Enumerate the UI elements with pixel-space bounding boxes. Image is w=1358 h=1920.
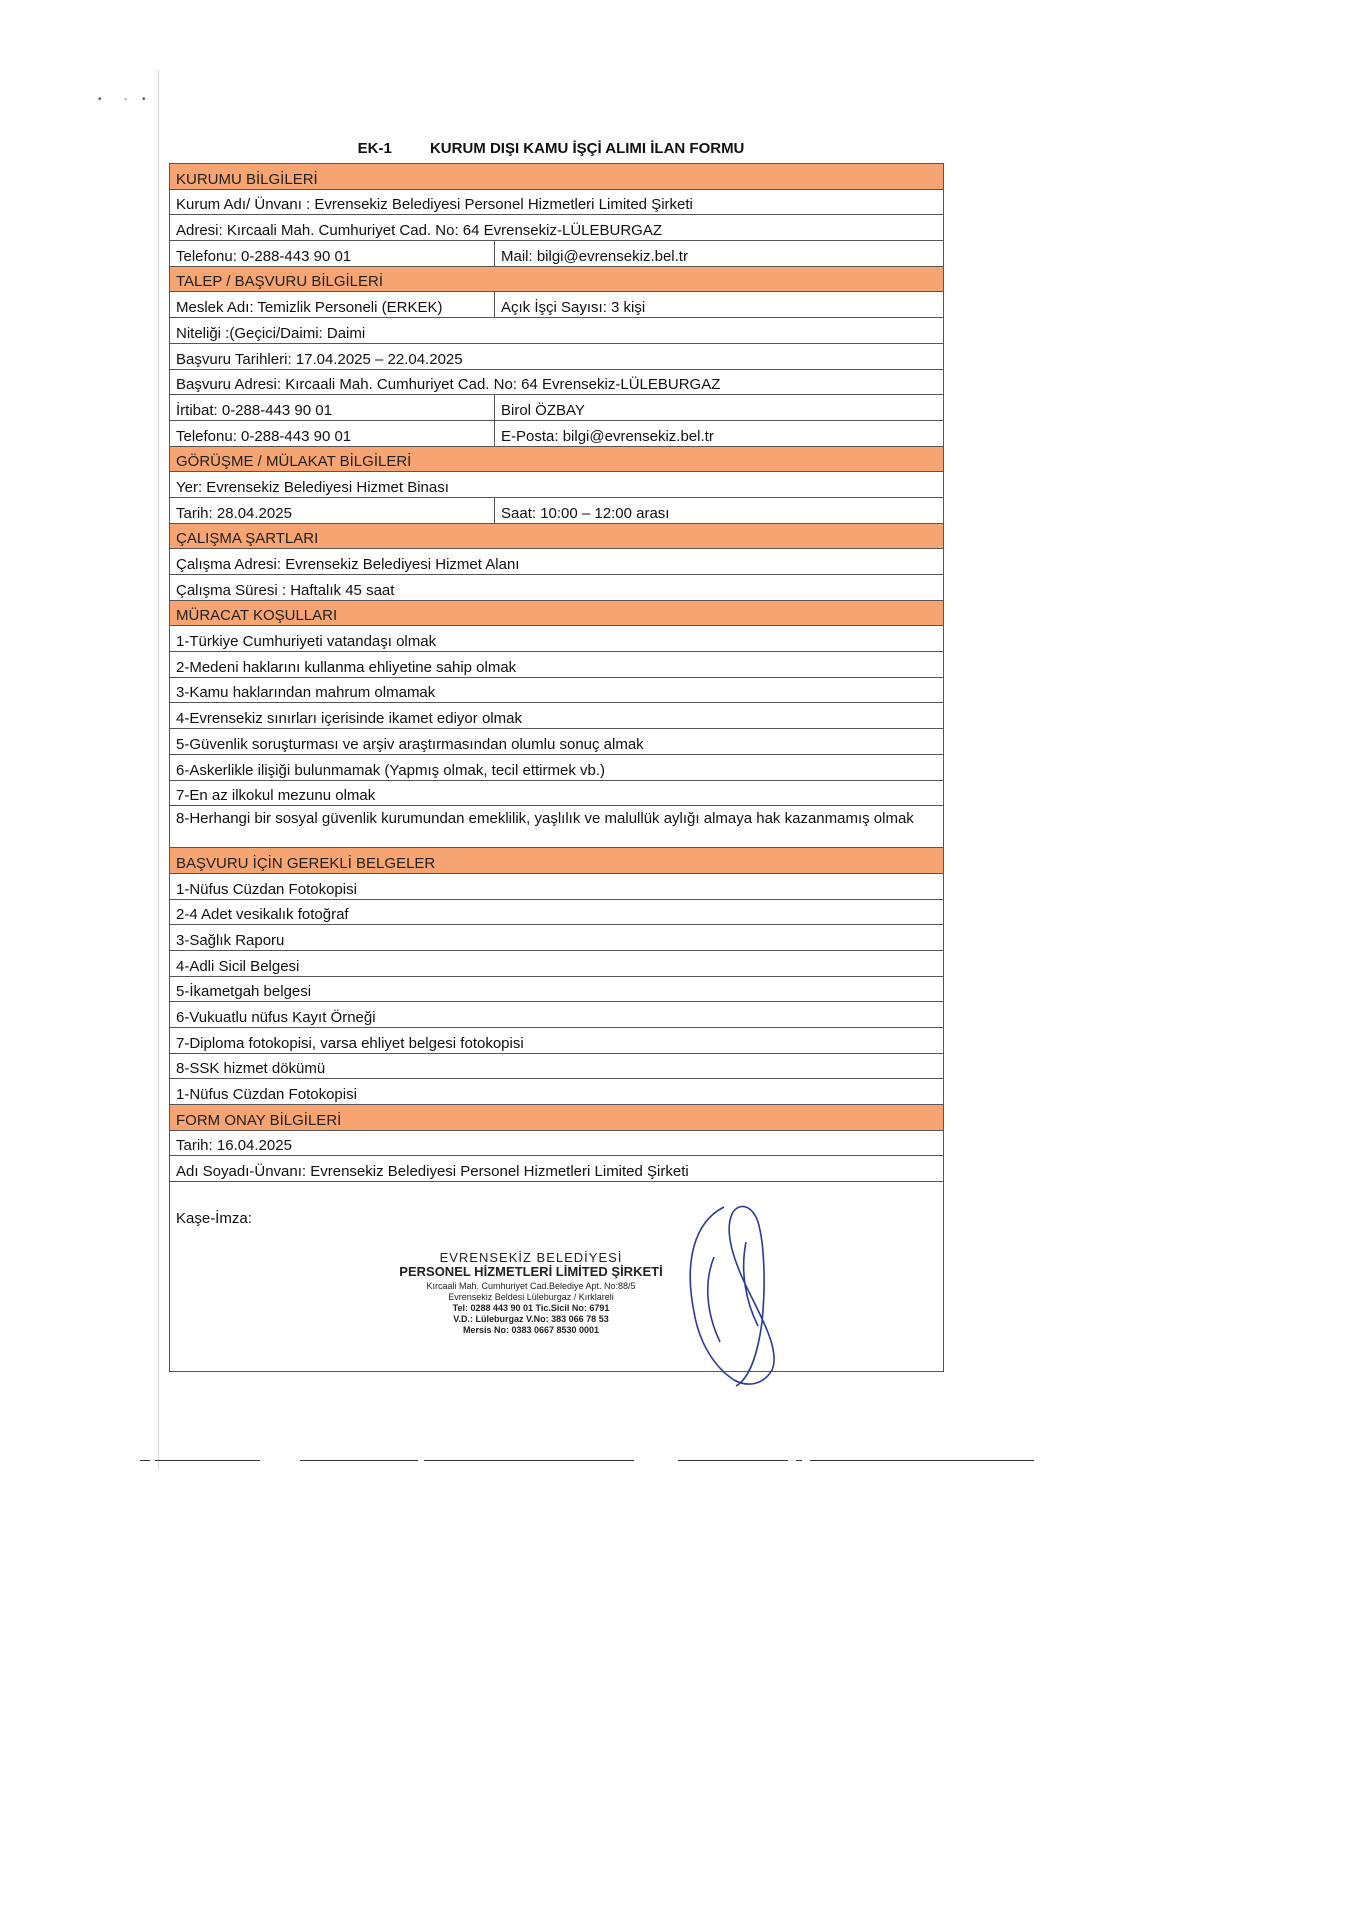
field-value: 2-4 Adet vesikalık fotoğraf bbox=[176, 906, 349, 924]
section-header-label: MÜRACAT KOŞULLARI bbox=[176, 607, 338, 625]
footer-line bbox=[810, 1460, 1034, 1461]
field-left: Telefonu: 0-288-443 90 01 bbox=[176, 427, 352, 445]
form-row bbox=[170, 190, 943, 216]
field-right: E-Posta: bilgi@evrensekiz.bel.tr bbox=[494, 420, 943, 446]
stamp-line: Tel: 0288 443 90 01 Tic.Sicil No: 6791 bbox=[452, 1303, 610, 1314]
form-row bbox=[170, 874, 943, 900]
form-row bbox=[170, 951, 943, 977]
form-row bbox=[170, 925, 943, 951]
footer-line bbox=[424, 1460, 634, 1461]
footer-line bbox=[155, 1460, 260, 1461]
field-value: Çalışma Süresi : Haftalık 45 saat bbox=[176, 581, 395, 599]
field-value: Başvuru Adresi: Kırcaali Mah. Cumhuriyet Cad. No: 64 Evrensekiz-LÜLEBURGAZ bbox=[176, 376, 721, 394]
field-value: 8-Herhangi bir sosyal güvenlik kurumundan emeklilik, yaşlılık ve malullük aylığı almaya hak kazanmamış olmak bbox=[176, 810, 914, 828]
scan-mark: - bbox=[124, 94, 128, 105]
form-row bbox=[170, 1054, 943, 1080]
scan-mark: • bbox=[98, 94, 102, 105]
form-row bbox=[170, 472, 943, 498]
field-value: 2-Medeni haklarını kullanma ehliyetine sahip olmak bbox=[176, 658, 517, 676]
section-header-label: KURUMU BİLGİLERİ bbox=[176, 170, 318, 188]
form-title bbox=[0, 140, 1102, 157]
field-right: Açık İşçi Sayısı: 3 kişi bbox=[494, 291, 943, 317]
field-value: 7-En az ilkokul mezunu olmak bbox=[176, 787, 376, 805]
form-row bbox=[170, 241, 943, 267]
form-row bbox=[170, 575, 943, 601]
section-header-label: ÇALIŞMA ŞARTLARI bbox=[176, 530, 319, 548]
field-left: Meslek Adı: Temizlik Personeli (ERKEK) bbox=[176, 299, 443, 317]
stamp-line: Mersis No: 0383 0667 8530 0001 bbox=[462, 1325, 600, 1336]
field-value: 5-Güvenlik soruşturması ve arşiv araştırmasından olumlu sonuç almak bbox=[176, 735, 644, 753]
section-header bbox=[170, 848, 943, 874]
section-header bbox=[170, 164, 943, 190]
field-value: 6-Vukuatlu nüfus Kayıt Örneği bbox=[176, 1009, 376, 1026]
section-header bbox=[170, 601, 943, 627]
field-value: 1-Nüfus Cüzdan Fotokopisi bbox=[176, 1086, 357, 1104]
field-value: Adresi: Kırcaali Mah. Cumhuriyet Cad. No: 64 Evrensekiz-LÜLEBURGAZ bbox=[176, 222, 663, 240]
form-row bbox=[170, 1156, 943, 1182]
stamp-line: Evrensekiz Beldesi Lüleburgaz / Kırklareli bbox=[448, 1292, 614, 1303]
field-value: Yer: Evrensekiz Belediyesi Hizmet Binası bbox=[176, 478, 449, 496]
handwritten-signature bbox=[654, 1202, 824, 1392]
form-row bbox=[170, 549, 943, 575]
section-header-label: FORM ONAY BİLGİLERİ bbox=[176, 1111, 342, 1129]
stamp-line: PERSONEL HİZMETLERİ LİMİTED ŞİRKETİ bbox=[399, 1264, 663, 1280]
form-row bbox=[170, 678, 943, 704]
footer-line bbox=[300, 1460, 418, 1461]
field-value: 3-Sağlık Raporu bbox=[176, 931, 285, 949]
signature-stroke bbox=[690, 1207, 774, 1387]
field-value: 8-SSK hizmet dökümü bbox=[176, 1060, 326, 1078]
section-header bbox=[170, 1105, 943, 1131]
form-row bbox=[170, 1002, 943, 1028]
form-row bbox=[170, 1079, 943, 1105]
form-row bbox=[170, 755, 943, 781]
signature-label: Kaşe-İmza: bbox=[176, 1210, 252, 1228]
field-right: Birol ÖZBAY bbox=[494, 394, 943, 420]
stamp-line: Kırcaali Mah. Cumhuriyet Cad.Belediye Apt. No:88/5 bbox=[426, 1281, 636, 1292]
field-value: 7-Diploma fotokopisi, varsa ehliyet belgesi fotokopisi bbox=[176, 1034, 524, 1052]
field-value: 4-Evrensekiz sınırları içerisinde ikamet ediyor olmak bbox=[176, 710, 522, 728]
form-row bbox=[170, 498, 943, 524]
footer-line bbox=[678, 1460, 788, 1461]
form-row bbox=[170, 318, 943, 344]
form-row bbox=[170, 652, 943, 678]
form-row bbox=[170, 1028, 943, 1054]
field-value: 5-İkametgah belgesi bbox=[176, 983, 312, 1001]
form-row bbox=[170, 626, 943, 652]
form-row bbox=[170, 977, 943, 1003]
scan-mark: • bbox=[142, 94, 146, 105]
section-header-label: BAŞVURU İÇİN GEREKLİ BELGELER bbox=[176, 854, 436, 872]
footer-dash bbox=[140, 1460, 150, 1461]
form-row bbox=[170, 781, 943, 807]
field-value: Çalışma Adresi: Evrensekiz Belediyesi Hizmet Alanı bbox=[176, 556, 520, 573]
field-right: Saat: 10:00 – 12:00 arası bbox=[494, 497, 943, 523]
field-value: 1-Türkiye Cumhuriyeti vatandaşı olmak bbox=[176, 633, 437, 651]
company-stamp bbox=[396, 1202, 666, 1362]
field-value: 4-Adli Sicil Belgesi bbox=[176, 957, 300, 975]
field-value: 3-Kamu haklarından mahrum olmamak bbox=[176, 684, 436, 702]
field-value: 6-Askerlikle ilişiği bulunmamak (Yapmış olmak, tecil ettirmek vb.) bbox=[176, 761, 606, 779]
form-row bbox=[170, 344, 943, 370]
field-left: Telefonu: 0-288-443 90 01 bbox=[176, 247, 352, 265]
field-right: Mail: bilgi@evrensekiz.bel.tr bbox=[494, 240, 943, 266]
signature-row bbox=[170, 1182, 943, 1371]
section-header bbox=[170, 524, 943, 550]
form-row bbox=[170, 703, 943, 729]
form-row bbox=[170, 215, 943, 241]
field-value: 1-Nüfus Cüzdan Fotokopisi bbox=[176, 880, 357, 898]
scan-margin-line bbox=[158, 70, 159, 1470]
form-row bbox=[170, 292, 943, 318]
footer-dash bbox=[796, 1460, 802, 1461]
form-title-text: KURUM DIŞI KAMU İŞÇİ ALIMI İLAN FORMU bbox=[429, 140, 745, 157]
announcement-form-table bbox=[169, 163, 944, 1372]
field-left: İrtibat: 0-288-443 90 01 bbox=[176, 401, 332, 419]
section-header-label: GÖRÜŞME / MÜLAKAT BİLGİLERİ bbox=[176, 453, 412, 471]
form-row bbox=[170, 370, 943, 396]
stamp-line: V.D.: Lüleburgaz V.No: 383 066 78 53 bbox=[453, 1314, 609, 1325]
form-row bbox=[170, 900, 943, 926]
section-header bbox=[170, 267, 943, 293]
field-value: Niteliği :(Geçici/Daimi: Daimi bbox=[176, 324, 366, 342]
section-header bbox=[170, 447, 943, 473]
field-value: Adı Soyadı-Ünvanı: Evrensekiz Belediyesi Personel Hizmetleri Limited Şirketi bbox=[176, 1163, 689, 1181]
field-left: Tarih: 28.04.2025 bbox=[176, 504, 292, 522]
field-value: Tarih: 16.04.2025 bbox=[176, 1137, 292, 1155]
form-code: EK-1 bbox=[357, 140, 392, 157]
form-row bbox=[170, 395, 943, 421]
form-row bbox=[170, 729, 943, 755]
form-row bbox=[170, 1131, 943, 1157]
section-header-label: TALEP / BAŞVURU BİLGİLERİ bbox=[176, 273, 384, 291]
field-value: Kurum Adı/ Ünvanı : Evrensekiz Belediyesi Personel Hizmetleri Limited Şirketi bbox=[176, 196, 693, 214]
form-row bbox=[170, 421, 943, 447]
stamp-line: EVRENSEKİZ BELEDİYESİ bbox=[439, 1250, 623, 1266]
form-row bbox=[170, 806, 943, 848]
field-value: Başvuru Tarihleri: 17.04.2025 – 22.04.2025 bbox=[176, 350, 463, 368]
